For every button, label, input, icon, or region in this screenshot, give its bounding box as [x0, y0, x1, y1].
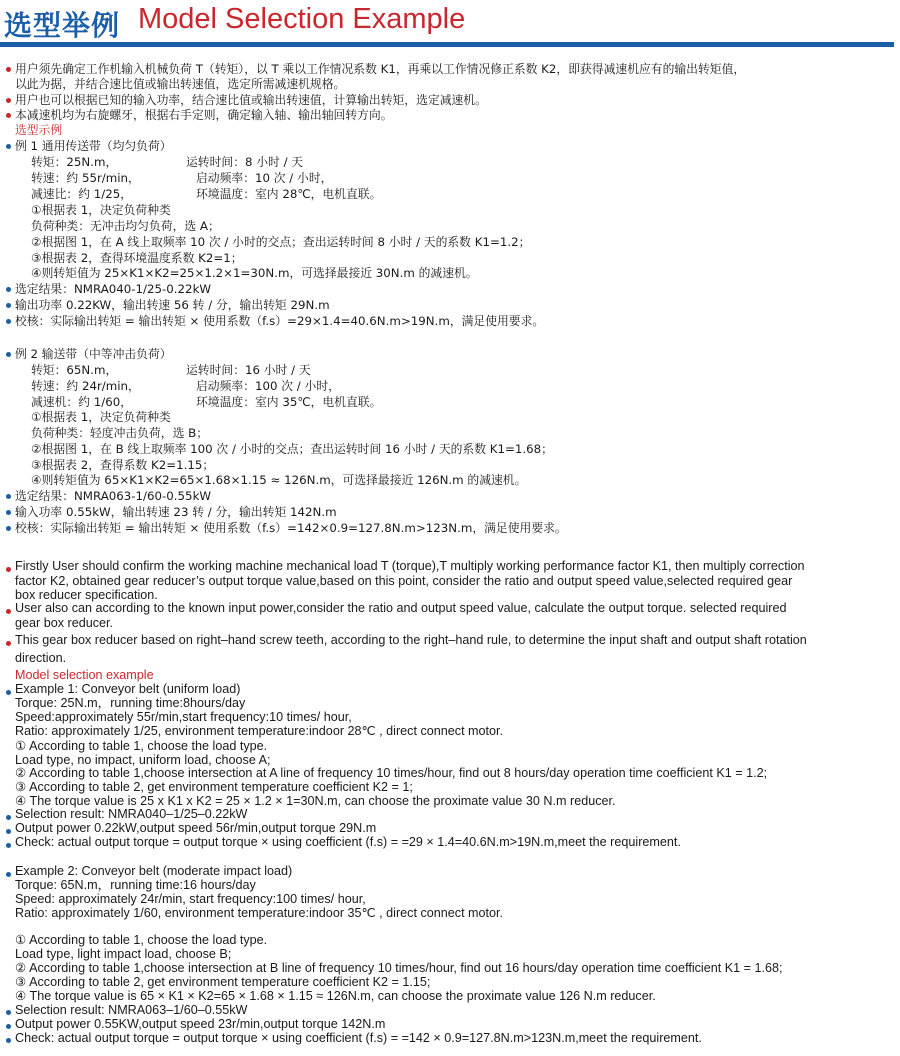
en-ex1-result: Selection result: NMRA040–1/25–0.22kW	[15, 807, 248, 821]
en-ex1-line: ③ According to table 2, get environment temperature coefficient K2 = 1;	[15, 780, 413, 794]
cn-ex1-param: 启动频率：10 次 / 小时，	[196, 171, 333, 185]
bullet-dot	[6, 526, 11, 531]
cn-ex2-step: ③根据表 2，查得系数 K2=1.15；	[31, 458, 215, 472]
bullet-dot	[6, 510, 11, 515]
cn-ex1-param: 运转时间：8 小时 / 天	[186, 155, 304, 169]
cn-ex1-step: ②根据图 1，在 A 线上取频率 10 次 / 小时的交点；查出运转时间 8 小时 / 天的系数 K1=1.2；	[31, 235, 531, 249]
en-ex1-line: Ratio: approximately 1/25, environment temperature:indoor 28℃ , direct connect motor.	[15, 724, 504, 738]
cn-ex2-power: 输入功率 0.55kW，输出转速 23 转 / 分，输出转矩 142N.m	[15, 505, 337, 519]
cn-ex1-param: 环境温度：室内 28℃，电机直联。	[196, 187, 382, 201]
cn-ex2-result: 选定结果：NMRA063-1/60-0.55kW	[15, 489, 212, 503]
cn-ex1-step: ③根据表 2，查得环境温度系数 K2=1；	[31, 251, 243, 265]
en-ex2-line: Torque: 65N.m，running time:16 hours/day	[15, 878, 256, 892]
cn-ex2-step: ②根据图 1，在 B 线上取频率 100 次 / 小时的交点；查出运转时间 16 小时 / 天的系数 K1=1.68；	[31, 442, 553, 456]
cn-ex1-param: 减速比：约 1/25，	[31, 187, 133, 201]
cn-intro-line: 用户也可以根据已知的输入功率，结合速比值或输出转速值，计算输出转矩，选定减速机。	[15, 93, 487, 107]
en-ex2-line: Speed: approximately 24r/min, start frequency:100 times/ hour,	[15, 892, 366, 906]
cn-ex1-param: 转矩：25N.m，	[31, 155, 118, 169]
en-ex2-line: Ratio: approximately 1/60, environment temperature:indoor 35℃ , direct connect motor.	[15, 906, 504, 920]
en-ex2-step: ③ According to table 2, get environment temperature coefficient K2 = 1.15;	[15, 975, 431, 989]
bullet-dot	[6, 494, 11, 499]
bullet-dot	[6, 843, 11, 848]
en-intro-line: User also can according to the known input power,consider the ratio and output speed value, calculate the output torque. selected required	[15, 601, 787, 615]
cn-intro-line: 本减速机均为右旋螺牙，根据右手定则，确定输入轴、输出轴回转方向。	[15, 108, 393, 122]
page-title-chinese: 选型举例	[4, 9, 121, 42]
cn-intro-line: 用户须先确定工作机输入机械负荷 T（转矩），以 T 乘以工作情况系数 K1，再乘以工作情况修正系数 K2，即获得减速机应有的输出转矩值，	[15, 62, 746, 76]
bullet-dot	[6, 1038, 11, 1043]
cn-ex1-title: 例 1 通用传送带（均匀负荷）	[15, 139, 172, 153]
cn-ex2-param: 转速：约 24r/min，	[31, 379, 140, 393]
cn-intro-line: 以此为据，并结合速比值或输出转速值，选定所需减速机规格。	[15, 77, 346, 91]
en-ex1-title: Example 1: Conveyor belt (uniform load)	[15, 682, 241, 696]
bullet-dot	[6, 609, 11, 614]
en-ex2-result: Selection result: NMRA063–1/60–0.55kW	[15, 1003, 248, 1017]
en-ex2-step: ① According to table 1, choose the load type.	[15, 933, 268, 947]
en-intro-line: factor K2, obtained gear reducer’s output torque value,based on this point, consider the ratio and output speed value,selected required gear	[15, 574, 793, 588]
en-ex2-step: ④ The torque value is 65 × K1 × K2=65 × 1.68 × 1.15 ≈ 126N.m, can choose the proximate value 126 N.m reducer.	[15, 989, 656, 1003]
bullet-dot	[6, 319, 11, 324]
page-title-english: Model Selection Example	[138, 3, 466, 35]
cn-ex1-result: 选定结果：NMRA040-1/25-0.22kW	[15, 282, 212, 296]
en-ex2-step: ② According to table 1,choose intersection at B line of frequency 10 times/hour, find out 16 hours/day operation time coefficient K1 = 1.68;	[15, 961, 783, 975]
cn-ex2-param: 转矩：65N.m，	[31, 363, 118, 377]
bullet-dot	[6, 98, 11, 103]
en-ex1-line: ④ The torque value is 25 x K1 x K2 = 25 × 1.2 × 1=30N.m, can choose the proximate value 30 N.m reducer.	[15, 794, 616, 808]
en-intro-line: box reducer specification.	[15, 588, 158, 602]
page-header	[0, 0, 900, 50]
bullet-dot	[6, 113, 11, 118]
bullet-dot	[6, 872, 11, 877]
en-ex2-title: Example 2: Conveyor belt (moderate impact load)	[15, 864, 293, 878]
cn-ex2-step: ④则转矩值为 65×K1×K2=65×1.68×1.15 ≈ 126N.m，可选择最接近 126N.m 的减速机。	[31, 473, 527, 487]
bullet-dot	[6, 829, 11, 834]
bullet-dot	[6, 690, 11, 695]
en-ex1-line: Load type, no impact, uniform load, choose A;	[15, 753, 271, 767]
cn-ex1-step: ①根据表 1，决定负荷种类	[31, 203, 171, 217]
en-ex1-line: ① According to table 1, choose the load type.	[15, 739, 268, 753]
cn-ex2-param: 减速机：约 1/60，	[31, 395, 133, 409]
cn-ex2-param: 启动频率：100 次 / 小时，	[196, 379, 340, 393]
cn-ex2-title: 例 2 输送带（中等冲击负荷）	[15, 347, 172, 361]
cn-section-label: 选型示例	[15, 123, 63, 137]
bullet-dot	[6, 815, 11, 820]
bullet-dot	[6, 352, 11, 357]
bullet-dot	[6, 567, 11, 572]
en-ex1-check: Check: actual output torque = output torque × using coefficient (f.s) = =29 × 1.4=40.6N.m>19N.m,meet the requirement.	[15, 835, 681, 849]
bullet-dot	[6, 641, 11, 646]
cn-ex2-step: ①根据表 1，决定负荷种类	[31, 410, 171, 424]
cn-ex1-step: 负荷种类：无冲击均匀负荷，选 A；	[31, 219, 220, 233]
cn-ex1-step: ④则转矩值为 25×K1×K2=25×1.2×1=30N.m，可选择最接近 30N.m 的减速机。	[31, 266, 478, 280]
bullet-dot	[6, 67, 11, 72]
en-ex1-line: Speed:approximately 55r/min,start frequency:10 times/ hour,	[15, 710, 352, 724]
cn-ex1-power: 输出功率 0.22KW，输出转速 56 转 / 分，输出转矩 29N.m	[15, 298, 330, 312]
en-intro-line: This gear box reducer based on right–hand screw teeth, according to the right–hand rule, to determine the input shaft and output shaft rotation	[15, 633, 807, 647]
bullet-dot	[6, 1010, 11, 1015]
cn-ex2-step: 负荷种类：轻度冲击负荷，选 B；	[31, 426, 209, 440]
en-ex2-check: Check: actual output torque = output torque × using coefficient (f.s) = =142 × 0.9=127.8N.m>123N.m,meet the requirement.	[15, 1031, 702, 1045]
cn-ex2-check: 校核：实际输出转矩 = 输出转矩 × 使用系数（f.s）=142×0.9=127.8N.m>123N.m，满足使用要求。	[15, 521, 567, 535]
bullet-dot	[6, 303, 11, 308]
en-intro-line: Firstly User should confirm the working machine mechanical load T (torque),T multiply working performance factor K1, then multiply correction	[15, 559, 805, 573]
cn-ex2-param: 运转时间：16 小时 / 天	[186, 363, 311, 377]
bullet-dot	[6, 144, 11, 149]
cn-ex2-param: 环境温度：室内 35℃，电机直联。	[196, 395, 382, 409]
bullet-dot	[6, 1024, 11, 1029]
en-ex1-power: Output power 0.22kW,output speed 56r/min,output torque 29N.m	[15, 821, 377, 835]
en-section-label: Model selection example	[15, 668, 154, 682]
en-intro-line: gear box reducer.	[15, 616, 114, 630]
en-ex2-power: Output power 0.55KW,output speed 23r/min,output torque 142N.m	[15, 1017, 386, 1031]
en-intro-line: direction.	[15, 651, 67, 665]
cn-ex1-param: 转速：约 55r/min，	[31, 171, 140, 185]
en-ex1-line: ② According to table 1,choose intersection at A line of frequency 10 times/hour, find out 8 hours/day operation time coefficient K1 = 1.2;	[15, 766, 768, 780]
en-ex1-line: Torque: 25N.m，running time:8hours/day	[15, 696, 246, 710]
bullet-dot	[6, 287, 11, 292]
en-ex2-step: Load type, light impact load, choose B;	[15, 947, 232, 961]
header-divider	[0, 42, 894, 47]
cn-ex1-check: 校核：实际输出转矩 = 输出转矩 × 使用系数（f.s）=29×1.4=40.6N.m>19N.m，满足使用要求。	[15, 314, 545, 328]
